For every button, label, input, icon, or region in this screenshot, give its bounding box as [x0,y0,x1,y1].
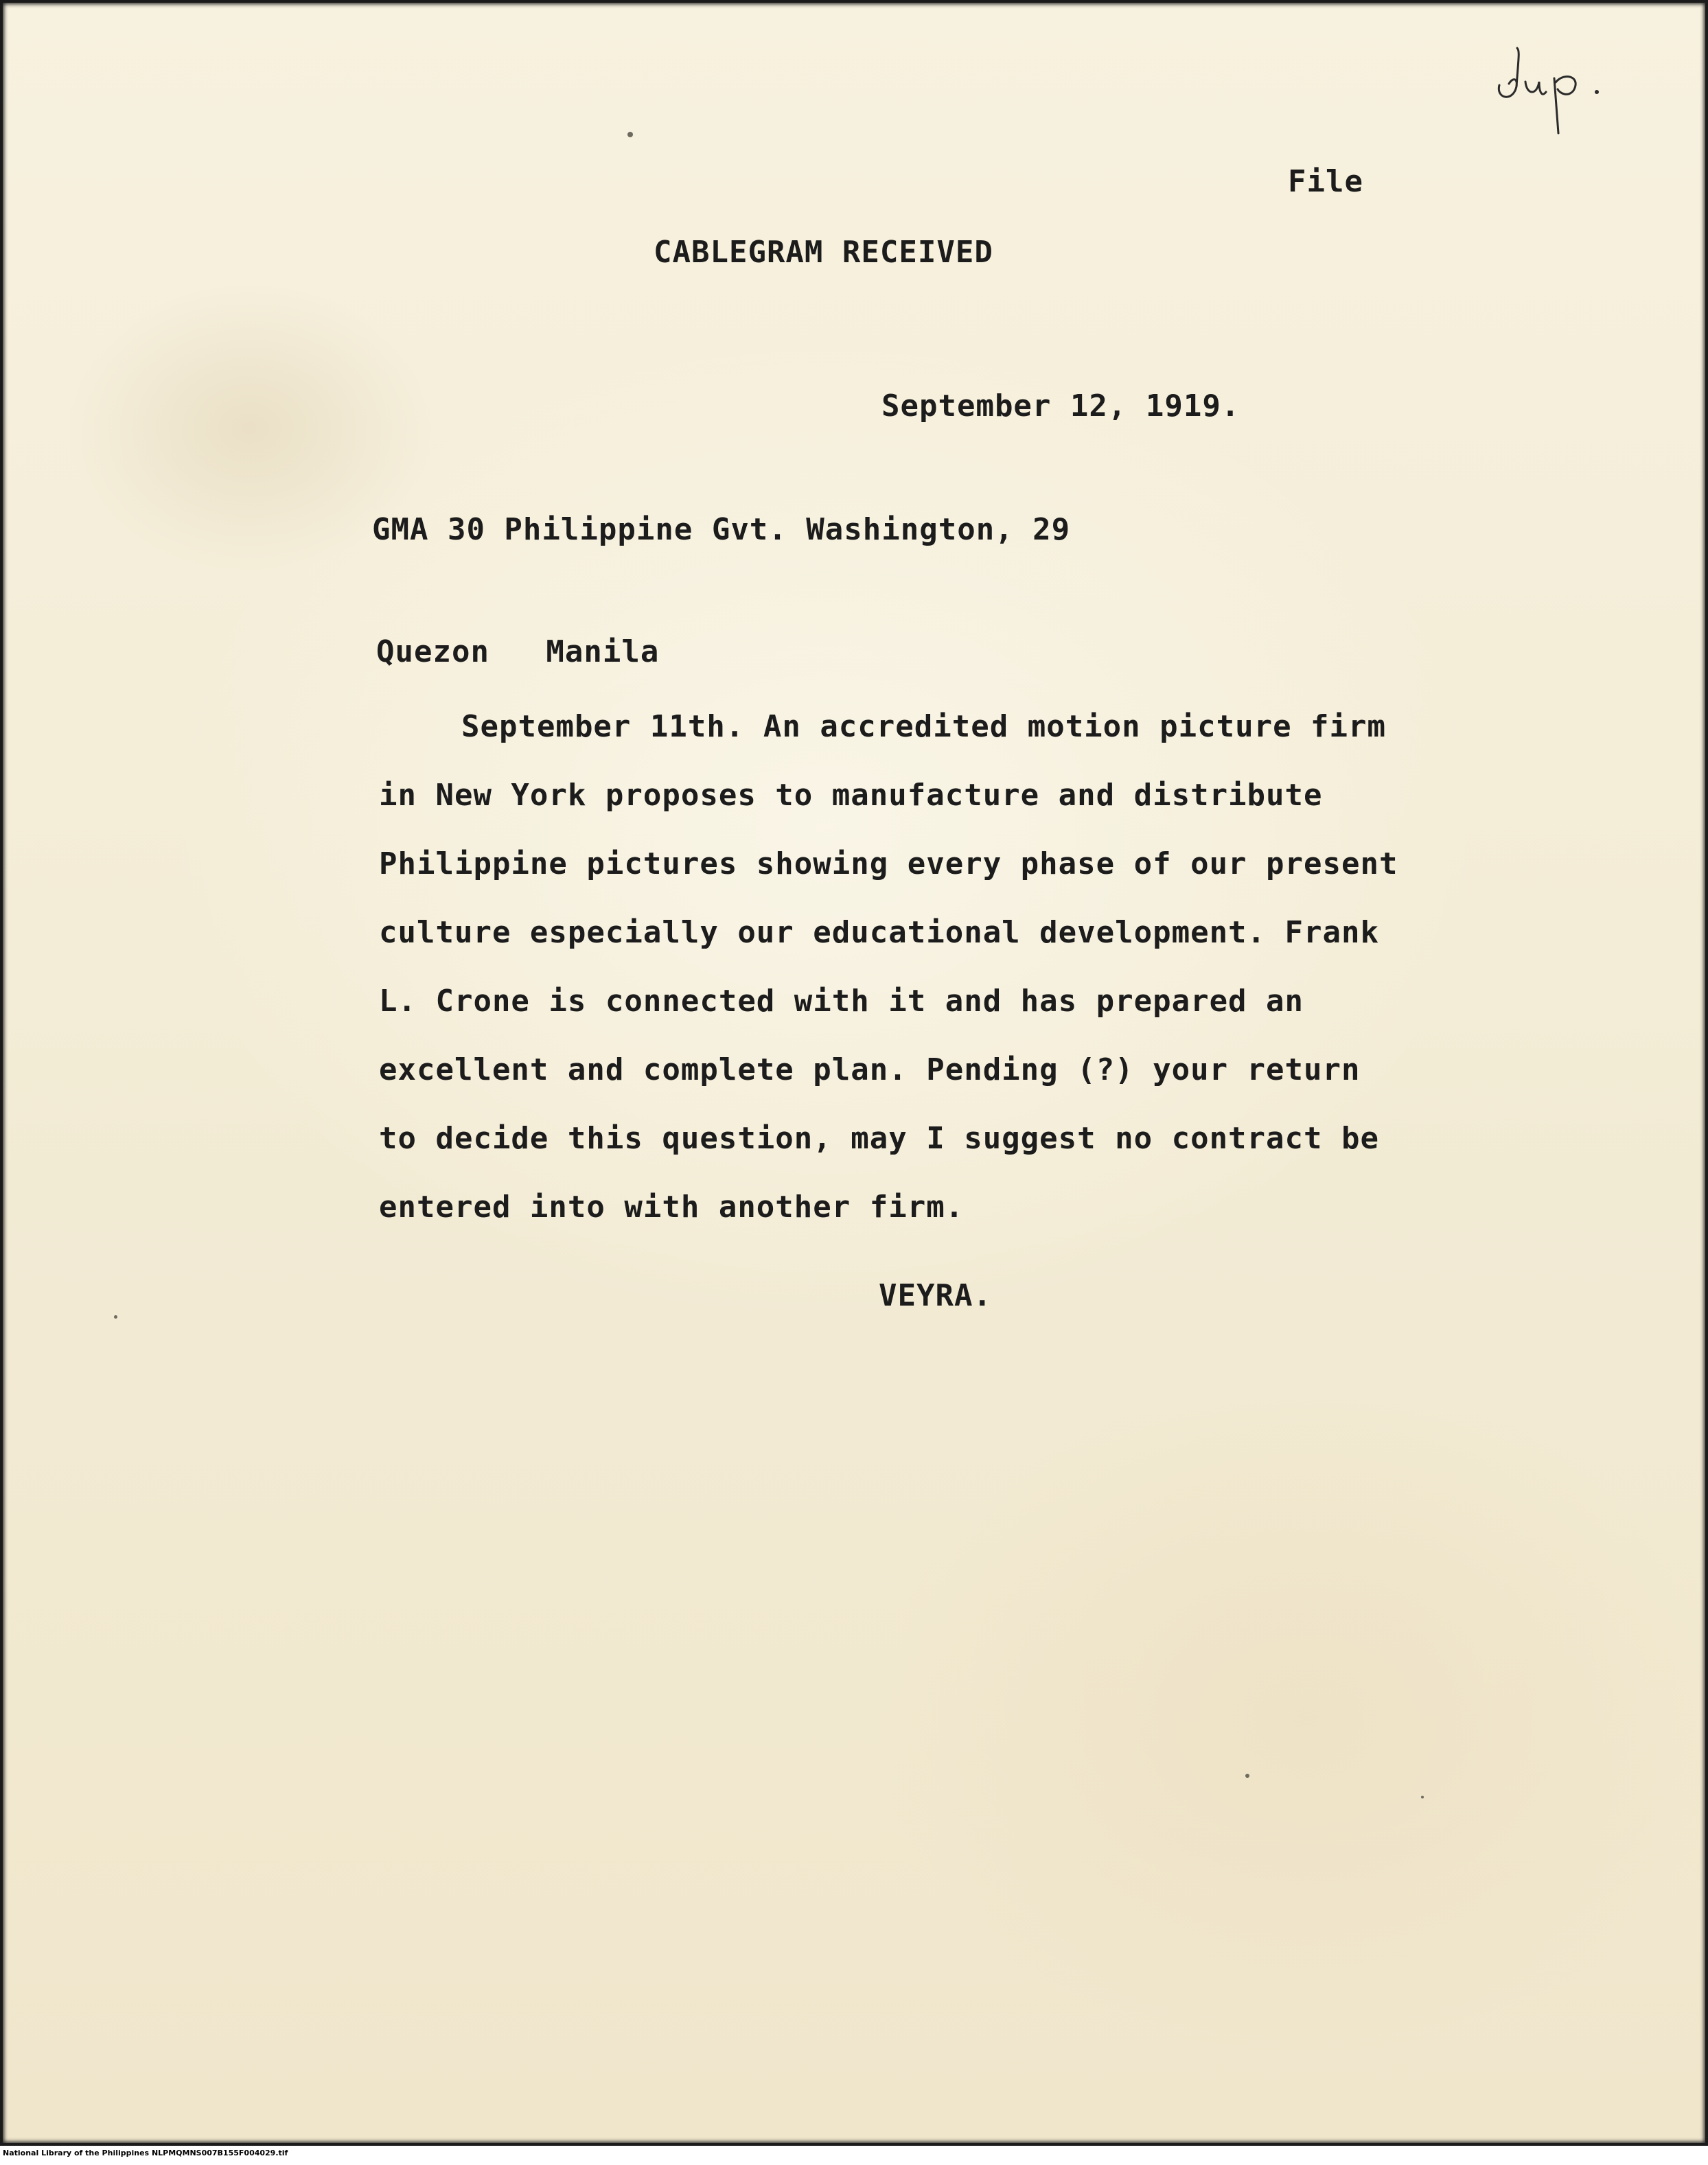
paper-blemish [1421,1796,1424,1798]
message-body [379,693,1398,1242]
addressee-line: Quezon Manila [376,634,660,669]
document-date: September 12, 1919. [881,389,1240,424]
body-line: to decide this question, may I suggest no contract be [379,1121,1379,1156]
body-line: culture especially our educational development. Frank [379,915,1379,950]
archive-footer [0,2146,1708,2165]
paper-blemish [627,132,633,137]
body-line: excellent and complete plan. Pending (?) your return [379,1052,1361,1087]
body-line: Philippine pictures showing every phase of our present [379,846,1398,881]
paper-blemish [1245,1774,1249,1778]
body-line: entered into with another firm. [379,1190,965,1225]
body-line: September 11th. An accredited motion picture firm [461,709,1387,744]
signature: VEYRA. [879,1278,992,1313]
body-line: in New York proposes to manufacture and distribute [379,778,1323,813]
document-heading: CABLEGRAM RECEIVED [654,235,993,270]
handwritten-annotation [1492,44,1609,140]
routing-line: GMA 30 Philippine Gvt. Washington, 29 [372,512,1071,547]
file-mark: File [1288,164,1363,199]
paper-blemish [114,1315,117,1319]
body-line: L. Crone is connected with it and has prepared an [379,984,1304,1019]
archive-caption: National Library of the Philippines NLPMQMNS007B155F004029.tif [3,2149,288,2157]
